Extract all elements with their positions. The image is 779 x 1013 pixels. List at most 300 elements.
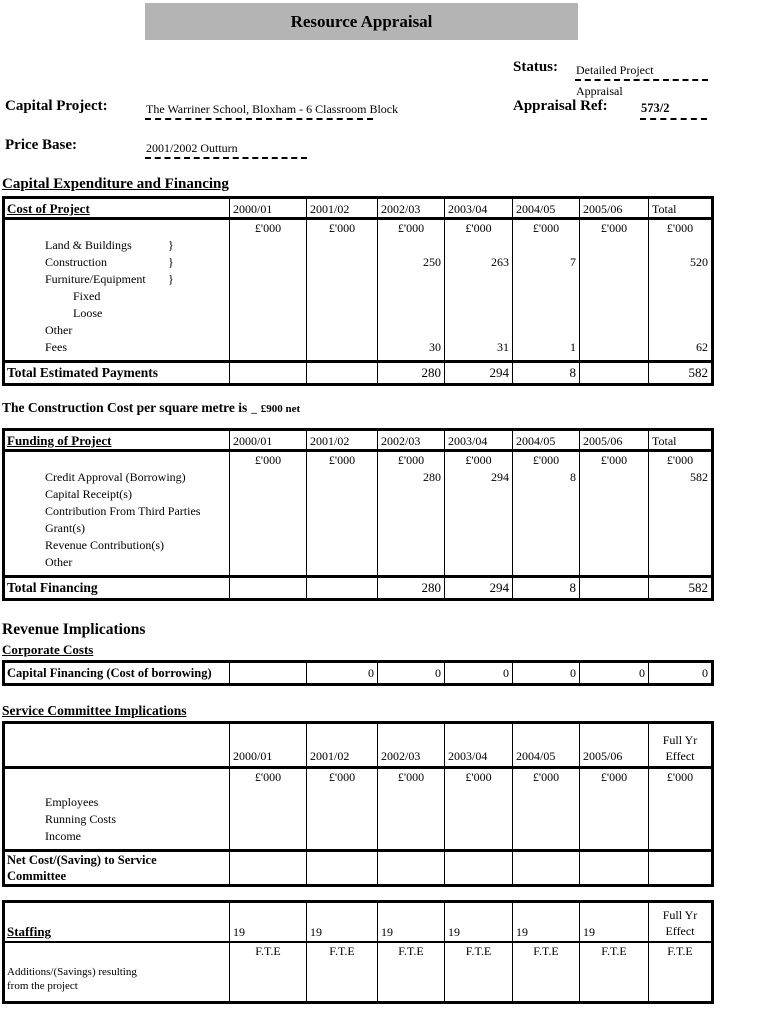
- construction-cost-note-text: The Construction Cost per square metre is: [2, 400, 248, 415]
- appraisal-ref-label: Appraisal Ref:: [513, 98, 608, 114]
- status-value-line2: Appraisal: [576, 84, 623, 98]
- total-value-cell: [445, 851, 513, 886]
- total-value-cell: 294: [445, 577, 513, 600]
- capital-project-label: Capital Project:: [5, 98, 108, 114]
- value-line: 8: [570, 470, 576, 484]
- value-column: [580, 768, 649, 851]
- full-yr-line: Full Yr: [662, 733, 698, 747]
- table-title: Staffing: [7, 924, 52, 939]
- year-header-cell: 2000/01: [230, 198, 307, 219]
- blank-line: [5, 769, 229, 786]
- row-label: [5, 288, 229, 305]
- construction-cost-note: [2, 399, 779, 417]
- label-header-cell: [4, 723, 230, 768]
- value-line: [513, 520, 579, 537]
- cost-of-project-table: [2, 196, 714, 386]
- fte-unit-label: F.T.E: [601, 944, 627, 958]
- row-label-text: Other: [45, 555, 73, 569]
- value-column: [580, 451, 649, 577]
- row-label-text: Fees: [45, 340, 67, 354]
- service-committee-table: [2, 721, 714, 887]
- value-line: [307, 254, 377, 271]
- value-line: [513, 486, 579, 503]
- value-column: [580, 219, 649, 362]
- year-header-cell: 2000/01: [230, 430, 307, 451]
- value-line: 1: [570, 340, 576, 354]
- spacer: [230, 786, 306, 794]
- value-column: [230, 768, 307, 851]
- year-header-cell: 2003/04: [445, 430, 513, 451]
- value-line: [445, 486, 512, 503]
- value-line: 294: [491, 470, 509, 484]
- value-line: [378, 811, 444, 828]
- value-line: [230, 554, 306, 571]
- value-line: [230, 322, 306, 339]
- value-column: [230, 451, 307, 577]
- value-column: [445, 451, 513, 577]
- value-line: [513, 271, 579, 288]
- value-line: [230, 271, 306, 288]
- capital-financing-value: 0: [378, 662, 445, 685]
- total-row: [4, 851, 713, 886]
- total-value-cell: [649, 851, 713, 886]
- row-label: [5, 828, 229, 845]
- fte-unit-label: F.T.E: [533, 944, 559, 958]
- value-line: [580, 537, 648, 554]
- capital-financing-table-slot: [2, 660, 779, 686]
- value-line: [580, 237, 648, 254]
- value-line: [649, 537, 711, 554]
- total-value-cell: 582: [649, 577, 713, 600]
- form-title: Resource Appraisal: [290, 12, 433, 31]
- label-column: [4, 768, 230, 851]
- year-placeholder-cell: 19: [445, 902, 513, 943]
- value-line: [445, 794, 512, 811]
- full-yr-label: [649, 732, 711, 766]
- price-base-label: Price Base:: [5, 137, 78, 153]
- unit-label: £'000: [532, 453, 560, 467]
- value-column: [513, 768, 580, 851]
- value-column: [649, 451, 713, 577]
- value-line: [580, 288, 648, 305]
- label-column: [4, 942, 230, 1003]
- note-line: Additions/(Savings) resulting: [7, 966, 137, 978]
- full-yr-line: Effect: [665, 924, 695, 938]
- capital-financing-table: [2, 660, 714, 686]
- value-line: 520: [690, 255, 708, 269]
- row-label-text: Construction: [45, 255, 107, 269]
- total-value-cell: [230, 851, 307, 886]
- table-title-cell: [4, 902, 230, 943]
- staffing-table: [2, 900, 714, 1004]
- value-line: [230, 237, 306, 254]
- value-line: [649, 305, 711, 322]
- total-value-cell: [513, 851, 580, 886]
- fte-unit-label: F.T.E: [255, 944, 281, 958]
- value-line: [378, 237, 444, 254]
- year-header-cell: 2000/01: [230, 723, 307, 768]
- value-line: [513, 554, 579, 571]
- capital-project-value: The Warriner School, Bloxham - 6 Classroom Block: [146, 102, 399, 116]
- table-title: Funding of Project: [7, 433, 112, 448]
- total-value-cell: 8: [513, 577, 580, 600]
- unit-label: £'000: [465, 770, 492, 784]
- blank-line: [5, 220, 229, 237]
- total-value-cell: [378, 851, 445, 886]
- row-label-text: Contribution From Third Parties: [45, 504, 201, 518]
- total-label-cell: [4, 851, 230, 886]
- value-line: [513, 288, 579, 305]
- value-line: [649, 520, 711, 537]
- value-line: [230, 828, 306, 845]
- value-line: 31: [497, 340, 509, 354]
- value-line: 7: [570, 255, 576, 269]
- capital-financing-value: 0: [580, 662, 649, 685]
- value-line: [307, 811, 377, 828]
- fte-unit-label: F.T.E: [667, 944, 693, 958]
- unit-label: £'000: [254, 770, 282, 784]
- unit-label: £'000: [666, 221, 694, 235]
- dashed-underline: [145, 118, 373, 120]
- dashed-underline: [145, 157, 307, 159]
- value-line: [378, 520, 444, 537]
- capital-financing-value: [230, 662, 307, 685]
- value-line: [513, 794, 579, 811]
- header-row: [4, 902, 713, 943]
- value-line: [445, 322, 512, 339]
- row-label: [5, 305, 229, 322]
- value-line: [580, 794, 648, 811]
- total-header-cell: Total: [649, 198, 713, 219]
- value-line: [307, 537, 377, 554]
- row-label-text: Fixed: [73, 289, 101, 303]
- value-line: [230, 486, 306, 503]
- year-header-cell: 2001/02: [307, 198, 378, 219]
- unit-label: £'000: [532, 221, 560, 235]
- total-value-cell: 582: [649, 362, 713, 385]
- spacer: [378, 786, 444, 794]
- total-value-cell: 280: [378, 362, 445, 385]
- total-value-cell: [307, 851, 378, 886]
- staffing-table-slot: [2, 900, 779, 1004]
- value-line: [307, 794, 377, 811]
- value-line: [580, 811, 648, 828]
- value-line: [230, 537, 306, 554]
- value-line: 30: [429, 340, 441, 354]
- brace-glyph: }: [168, 272, 174, 286]
- dashed-underline: [575, 79, 708, 81]
- unit-label: £'000: [666, 453, 694, 467]
- spacer: [513, 786, 579, 794]
- value-line: [580, 828, 648, 845]
- value-line: [580, 339, 648, 356]
- value-line: [649, 288, 711, 305]
- body-row: [4, 942, 713, 1003]
- year-header-cell: 2005/06: [580, 198, 649, 219]
- unit-label: £'000: [328, 770, 356, 784]
- row-label-text: Other: [45, 323, 73, 337]
- year-header-cell: 2001/02: [307, 723, 378, 768]
- year-placeholder-cell: 19: [580, 902, 649, 943]
- spacer: [580, 786, 648, 794]
- value-line: [513, 537, 579, 554]
- unit-label: £'000: [397, 221, 425, 235]
- fte-unit-label: F.T.E: [329, 944, 355, 958]
- value-line: [445, 305, 512, 322]
- row-label-text: Capital Receipt(s): [45, 487, 132, 501]
- full-yr-line: Full Yr: [662, 908, 698, 922]
- year-placeholder-cell: 19: [230, 902, 307, 943]
- value-column: [378, 451, 445, 577]
- full-yr-line: Effect: [665, 749, 695, 763]
- year-placeholder-cell: 19: [513, 902, 580, 943]
- value-line: 263: [491, 255, 509, 269]
- value-line: [445, 237, 512, 254]
- value-line: [378, 305, 444, 322]
- value-line: [513, 322, 579, 339]
- value-column: [378, 219, 445, 362]
- unit-label: £'000: [666, 770, 694, 784]
- total-value-cell: 280: [378, 577, 445, 600]
- value-column: [378, 942, 445, 1003]
- appraisal-ref-value: 573/2: [641, 101, 670, 115]
- body-row: [4, 768, 713, 851]
- row-label-text: Loose: [73, 306, 103, 320]
- value-line: [307, 339, 377, 356]
- total-row: [4, 577, 713, 600]
- label-column: [4, 451, 230, 577]
- value-line: 250: [423, 255, 441, 269]
- spacer: [649, 786, 711, 794]
- unit-label: £'000: [600, 770, 628, 784]
- spacer: [5, 943, 229, 965]
- value-line: [649, 486, 711, 503]
- table-title-cell: [4, 430, 230, 451]
- year-header-cell: 2001/02: [307, 430, 378, 451]
- status-value: Detailed Project: [576, 63, 654, 77]
- value-line: [307, 322, 377, 339]
- value-line: [445, 503, 512, 520]
- unit-label: £'000: [465, 453, 492, 467]
- value-line: [513, 828, 579, 845]
- value-line: [445, 288, 512, 305]
- unit-label: £'000: [328, 221, 356, 235]
- unit-label: £'000: [465, 221, 492, 235]
- value-column: [230, 942, 307, 1003]
- year-header-cell: 2004/05: [513, 198, 580, 219]
- construction-cost-note-gap: _: [251, 403, 257, 415]
- value-line: [378, 486, 444, 503]
- value-column: [307, 768, 378, 851]
- value-column: [230, 219, 307, 362]
- value-column: [513, 942, 580, 1003]
- spacer: [5, 786, 229, 794]
- value-line: [378, 288, 444, 305]
- total-label-line: Net Cost/(Saving) to Service: [7, 853, 157, 867]
- form-body: [0, 176, 779, 1004]
- row-label-text: Income: [45, 829, 81, 843]
- unit-label: £'000: [397, 770, 425, 784]
- row-label: [5, 794, 229, 811]
- form-title-banner: [145, 3, 578, 40]
- value-line: [649, 322, 711, 339]
- value-line: [378, 554, 444, 571]
- value-line: [307, 503, 377, 520]
- header-row: [4, 198, 713, 219]
- value-line: [649, 237, 711, 254]
- value-line: [580, 554, 648, 571]
- value-line: [580, 322, 648, 339]
- value-line: [230, 503, 306, 520]
- total-label-cell: Total Financing: [4, 577, 230, 600]
- value-line: [513, 503, 579, 520]
- value-column: [307, 451, 378, 577]
- spacer: [445, 786, 512, 794]
- value-line: [513, 305, 579, 322]
- value-line: [580, 305, 648, 322]
- value-column: [513, 219, 580, 362]
- value-line: [649, 794, 711, 811]
- header-row: [4, 430, 713, 451]
- value-line: [649, 811, 711, 828]
- fte-unit-label: F.T.E: [465, 944, 492, 958]
- total-value-cell: [307, 362, 378, 385]
- row-label: [5, 503, 229, 520]
- value-line: [378, 503, 444, 520]
- value-line: [230, 288, 306, 305]
- year-placeholder-cell: 19: [307, 902, 378, 943]
- table-title-cell: [4, 198, 230, 219]
- value-line: [378, 828, 444, 845]
- row-label: [5, 520, 229, 537]
- section-service-committee: Service Committee Implications: [2, 703, 187, 718]
- full-yr-header-cell: [649, 723, 713, 768]
- total-row: [4, 362, 713, 385]
- value-line: [580, 254, 648, 271]
- dashed-underline: [640, 118, 707, 120]
- year-header-cell: 2003/04: [445, 723, 513, 768]
- row-label-text: Grant(s): [45, 521, 85, 535]
- row-label-text: Revenue Contribution(s): [45, 538, 164, 552]
- value-line: [307, 469, 377, 486]
- value-line: [230, 305, 306, 322]
- value-line: [580, 503, 648, 520]
- value-column: [445, 768, 513, 851]
- table-title: Cost of Project: [7, 201, 90, 216]
- value-line: [307, 486, 377, 503]
- construction-cost-note-value: £900 net: [260, 403, 301, 415]
- value-line: [649, 503, 711, 520]
- value-line: [307, 271, 377, 288]
- value-line: [307, 288, 377, 305]
- row-label: [5, 339, 229, 356]
- total-value-cell: [580, 577, 649, 600]
- value-line: 582: [690, 470, 708, 484]
- year-header-cell: 2002/03: [378, 198, 445, 219]
- row-label-text: Running Costs: [45, 812, 117, 826]
- blank-line: [5, 452, 229, 469]
- value-column: [307, 942, 378, 1003]
- value-line: [445, 271, 512, 288]
- row-label-text: Employees: [45, 795, 99, 809]
- value-line: [230, 339, 306, 356]
- value-column: [378, 768, 445, 851]
- unit-label: £'000: [254, 453, 282, 467]
- row-label: [5, 469, 229, 486]
- unit-label: £'000: [397, 453, 425, 467]
- value-column: [513, 451, 580, 577]
- value-line: [445, 554, 512, 571]
- fte-unit-label: F.T.E: [398, 944, 424, 958]
- funding-of-project-table: [2, 428, 714, 601]
- capital-financing-label: Capital Financing (Cost of borrowing): [7, 665, 212, 680]
- capital-financing-row: [4, 662, 713, 685]
- unit-label: £'000: [328, 453, 356, 467]
- value-line: [513, 237, 579, 254]
- unit-label: £'000: [600, 221, 628, 235]
- value-line: [445, 537, 512, 554]
- value-line: [230, 254, 306, 271]
- year-header-cell: 2004/05: [513, 723, 580, 768]
- value-line: [378, 537, 444, 554]
- row-label: [5, 486, 229, 503]
- value-line: [307, 828, 377, 845]
- unit-label: £'000: [532, 770, 560, 784]
- capital-financing-value: 0: [307, 662, 378, 685]
- body-row: [4, 451, 713, 577]
- total-value-cell: [230, 577, 307, 600]
- unit-label: £'000: [600, 453, 628, 467]
- value-line: [649, 828, 711, 845]
- value-line: [445, 828, 512, 845]
- capital-financing-value: 0: [445, 662, 513, 685]
- value-line: [230, 811, 306, 828]
- total-label-line: Committee: [7, 869, 66, 883]
- value-line: [580, 520, 648, 537]
- year-header-cell: 2002/03: [378, 430, 445, 451]
- value-line: [445, 811, 512, 828]
- year-header-cell: 2005/06: [580, 430, 649, 451]
- row-label: [5, 322, 229, 339]
- year-header-cell: 2003/04: [445, 198, 513, 219]
- value-line: [378, 271, 444, 288]
- price-base-value: 2001/2002 Outturn: [146, 141, 238, 155]
- brace-glyph: }: [168, 238, 174, 252]
- value-column: [580, 942, 649, 1003]
- value-line: 62: [696, 340, 708, 354]
- full-yr-label: [649, 907, 711, 941]
- total-value-cell: [580, 851, 649, 886]
- row-label: [5, 537, 229, 554]
- value-column: [445, 219, 513, 362]
- value-line: [580, 486, 648, 503]
- unit-label: £'000: [254, 221, 282, 235]
- total-value-cell: [580, 362, 649, 385]
- total-value-cell: [230, 362, 307, 385]
- year-placeholder-cell: 19: [378, 902, 445, 943]
- row-label-text: Credit Approval (Borrowing): [45, 470, 186, 484]
- value-line: [230, 520, 306, 537]
- value-column: [649, 219, 713, 362]
- value-line: [307, 305, 377, 322]
- form-header: [0, 0, 779, 170]
- value-column: [649, 768, 713, 851]
- total-value-cell: 8: [513, 362, 580, 385]
- value-line: [649, 271, 711, 288]
- total-value-cell: [307, 577, 378, 600]
- cost-of-project-table-slot: [2, 196, 779, 386]
- value-line: [307, 520, 377, 537]
